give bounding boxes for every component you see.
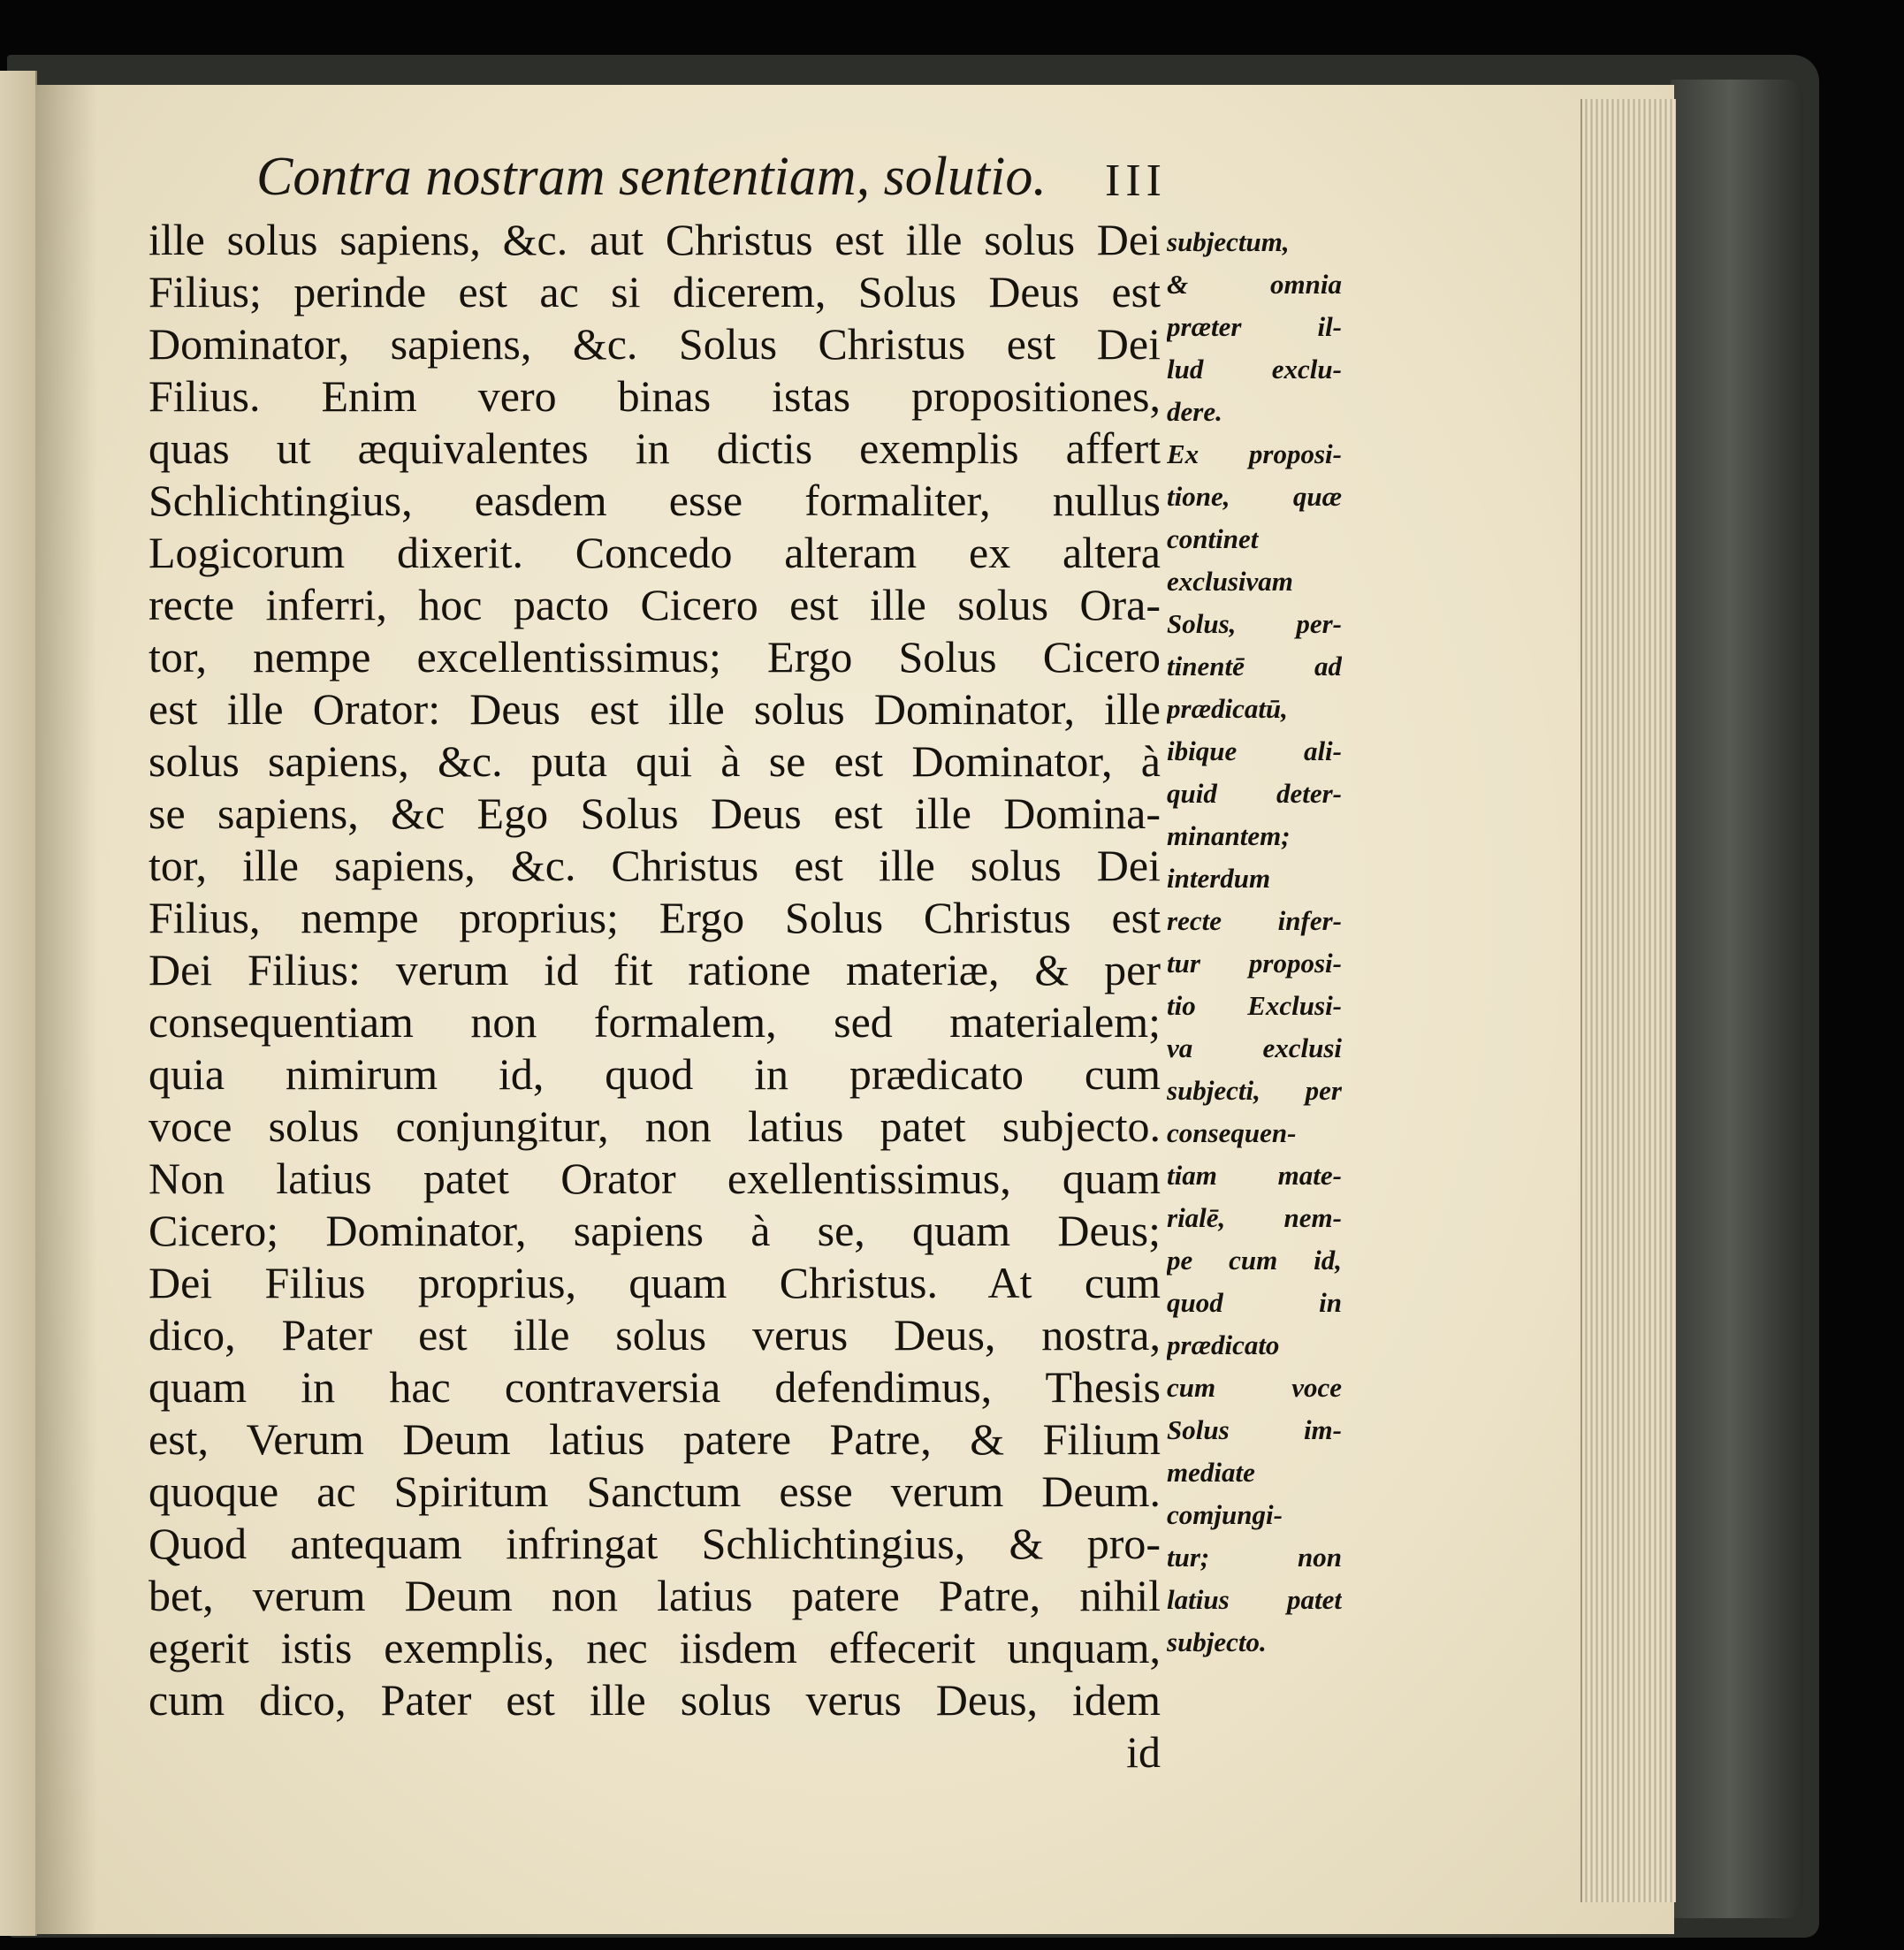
body-line: Filius. Enim vero binas istas propositiones, [149, 371, 1161, 421]
body-line: est, Verum Deum latius patere Patre, & Filium [149, 1414, 1161, 1464]
body-line: tor, ille sapiens, &c. Christus est ille solus Dei [149, 841, 1161, 890]
margin-note-line: pe cum id, [1167, 1245, 1342, 1276]
body-line: Dominator, sapiens, &c. Solus Christus est Dei [149, 319, 1161, 369]
margin-note-line: præter il- [1167, 311, 1342, 342]
body-line: voce solus conjungitur, non latius patet subjecto. [149, 1101, 1161, 1151]
margin-note-line: tinentē ad [1167, 651, 1342, 682]
margin-note-line: tiam mate- [1167, 1160, 1342, 1191]
body-line: se sapiens, &c Ego Solus Deus est ille Domina- [149, 788, 1161, 838]
body-line: Dei Filius proprius, quam Christus. At cum [149, 1258, 1161, 1307]
body-line: quia nimirum id, quod in prædicato cum [149, 1049, 1161, 1099]
body-line: consequentiam non formalem, sed materialem; [149, 997, 1161, 1047]
margin-note-line: subjecti, per [1167, 1075, 1342, 1106]
margin-note-line: tio Exclusi- [1167, 990, 1342, 1021]
body-line: Schlichtingius, easdem esse formaliter, nullus [149, 476, 1161, 525]
body-line: Filius, nempe proprius; Ergo Solus Christus est [149, 893, 1161, 942]
running-title: Contra nostram sententiam, solutio. [256, 147, 1047, 207]
body-line: Non latius patet Orator exellentissimus, quam [149, 1154, 1161, 1203]
page-number: III [1105, 156, 1167, 206]
body-line: id [1126, 1727, 1161, 1777]
body-line: Dei Filius: verum id fit ratione materiæ, & per [149, 945, 1161, 994]
margin-note-line: mediate [1167, 1457, 1255, 1488]
body-line: quam in hac contraversia defendimus, Thesis [149, 1362, 1161, 1412]
margin-note-line: tur; non [1167, 1542, 1342, 1573]
margin-note-line: prædicato [1167, 1329, 1280, 1360]
body-line: ille solus sapiens, &c. aut Christus est ille solus Dei [149, 215, 1161, 264]
margin-note-line: & omnia [1167, 269, 1342, 300]
margin-note-line: ibique ali- [1167, 735, 1342, 766]
margin-note-line: Ex proposi- [1167, 438, 1342, 469]
margin-note-line: dere. [1167, 396, 1222, 427]
margin-note-line: interdum [1167, 863, 1271, 894]
margin-note-line: rialē, nem- [1167, 1202, 1342, 1233]
margin-note-line: Solus, per- [1167, 608, 1342, 639]
margin-note-line: comjungi- [1167, 1499, 1283, 1530]
margin-note-line: tur proposi- [1167, 948, 1342, 979]
body-line: tor, nempe excellentissimus; Ergo Solus Cicero [149, 632, 1161, 682]
margin-note-line: subjecto. [1167, 1626, 1267, 1657]
body-line: quas ut æquivalentes in dictis exemplis affert [149, 423, 1161, 473]
margin-note-line: minantem; [1167, 820, 1291, 851]
margin-note-line: latius patet [1167, 1584, 1342, 1615]
body-line: egerit istis exemplis, nec iisdem effecerit unquam, [149, 1623, 1161, 1672]
margin-note-line: Solus im- [1167, 1414, 1342, 1445]
body-line: Logicorum dixerit. Concedo alteram ex altera [149, 528, 1161, 577]
margin-note-line: exclusivam [1167, 566, 1293, 597]
body-line: dico, Pater est ille solus verus Deus, nostra, [149, 1310, 1161, 1360]
margin-note-line: cum voce [1167, 1372, 1342, 1403]
body-line: quoque ac Spiritum Sanctum esse verum Deum. [149, 1466, 1161, 1516]
body-line: Quod antequam infringat Schlichtingius, & pro- [149, 1519, 1161, 1568]
body-line: bet, verum Deum non latius patere Patre, nihil [149, 1571, 1161, 1620]
margin-note-line: va exclusi [1167, 1032, 1342, 1063]
body-line: Cicero; Dominator, sapiens à se, quam Deus; [149, 1206, 1161, 1255]
body-line: est ille Orator: Deus est ille solus Dominator, ille [149, 684, 1161, 734]
margin-note-line: recte infer- [1167, 905, 1342, 936]
margin-note-line: lud exclu- [1167, 354, 1342, 385]
body-line: recte inferri, hoc pacto Cicero est ille solus Ora- [149, 580, 1161, 629]
body-line: Filius; perinde est ac si dicerem, Solus Deus est [149, 267, 1161, 316]
margin-note-line: consequen- [1167, 1117, 1297, 1148]
margin-note-line: subjectum, [1167, 226, 1290, 257]
body-line: solus sapiens, &c. puta qui à se est Dominator, à [149, 736, 1161, 786]
body-line: cum dico, Pater est ille solus verus Deus, idem [149, 1675, 1161, 1725]
margin-note-line: prædicatū, [1167, 693, 1288, 724]
margin-note-line: tione, quæ [1167, 481, 1342, 512]
margin-note-line: continet [1167, 523, 1259, 554]
margin-note-line: quod in [1167, 1287, 1342, 1318]
margin-note-line: quid deter- [1167, 778, 1342, 809]
